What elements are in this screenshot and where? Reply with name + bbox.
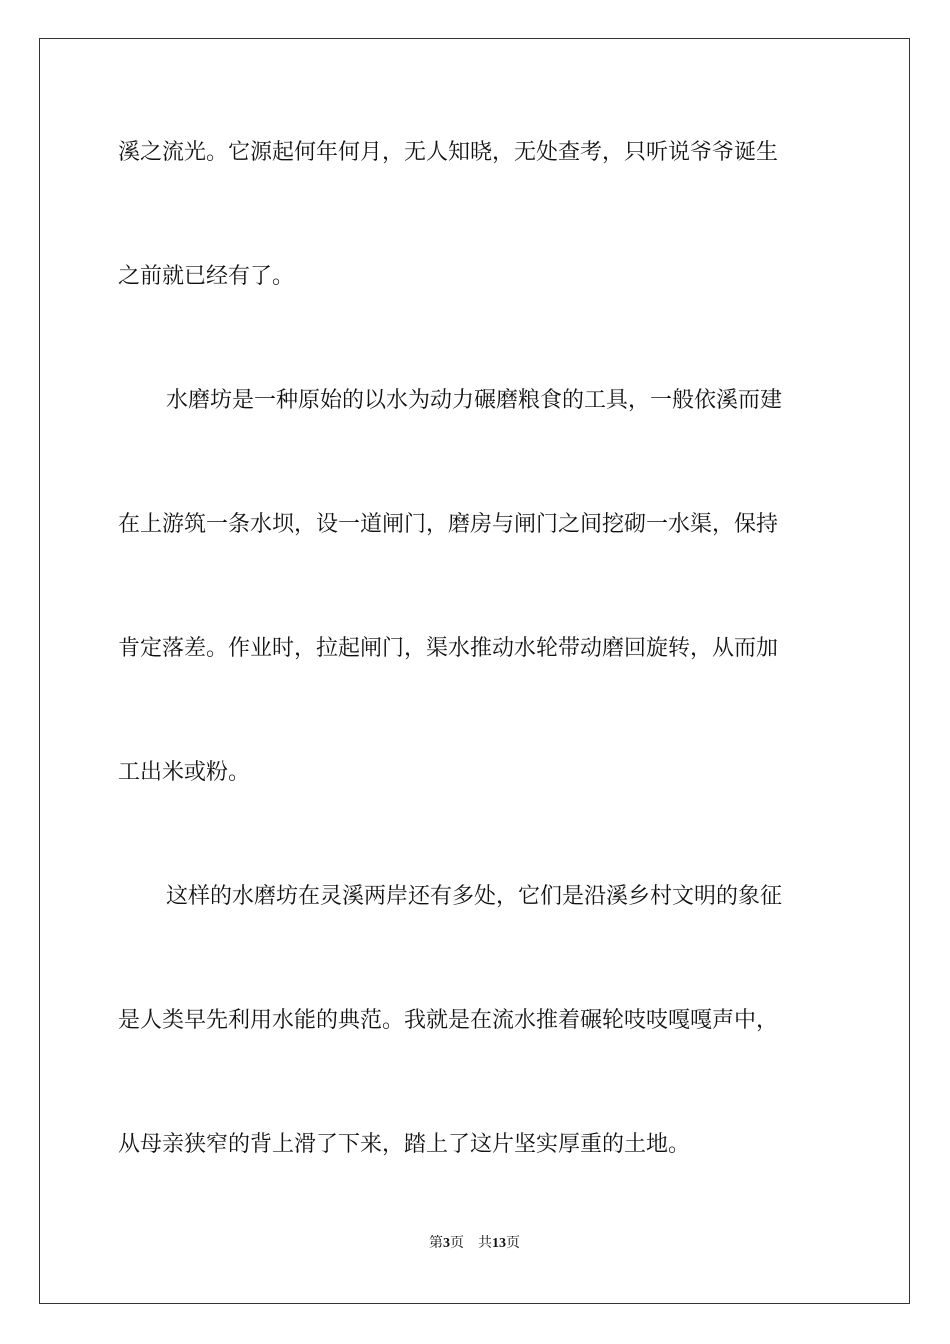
text-line: 从母亲狭窄的背上滑了下来，踏上了这片坚实厚重的土地。 — [118, 1132, 691, 1157]
text-line: 之前就已经有了。 — [118, 264, 295, 289]
text-line: 溪之流光。它源起何年何月，无人知晓，无处查考，只听说爷爷诞生 — [118, 140, 779, 165]
text-line: 肯定落差。作业时，拉起闸门，渠水推动水轮带动磨回旋转，从而加 — [118, 636, 779, 661]
page-prefix: 第 — [429, 1236, 443, 1251]
text-line: 是人类早先利用水能的典范。我就是在流水推着碾轮吱吱嘎嘎声中， — [118, 1008, 779, 1033]
total-suffix: 页 — [506, 1236, 520, 1251]
text-line: 工出米或粉。 — [118, 760, 251, 785]
text-line: 这样的水磨坊在灵溪两岸还有多处，它们是沿溪乡村文明的象征 — [166, 884, 783, 909]
text-line: 在上游筑一条水坝，设一道闸门，磨房与闸门之间挖砌一水渠，保持 — [118, 512, 779, 537]
document-page — [39, 38, 910, 1304]
page-number: 3 — [443, 1236, 450, 1251]
page-footer — [40, 1235, 909, 1253]
page-suffix: 页 — [450, 1236, 464, 1251]
total-pages: 13 — [492, 1236, 506, 1251]
total-prefix: 共 — [478, 1236, 492, 1251]
text-line: 水磨坊是一种原始的以水为动力碾磨粮食的工具，一般依溪而建 — [166, 388, 783, 413]
